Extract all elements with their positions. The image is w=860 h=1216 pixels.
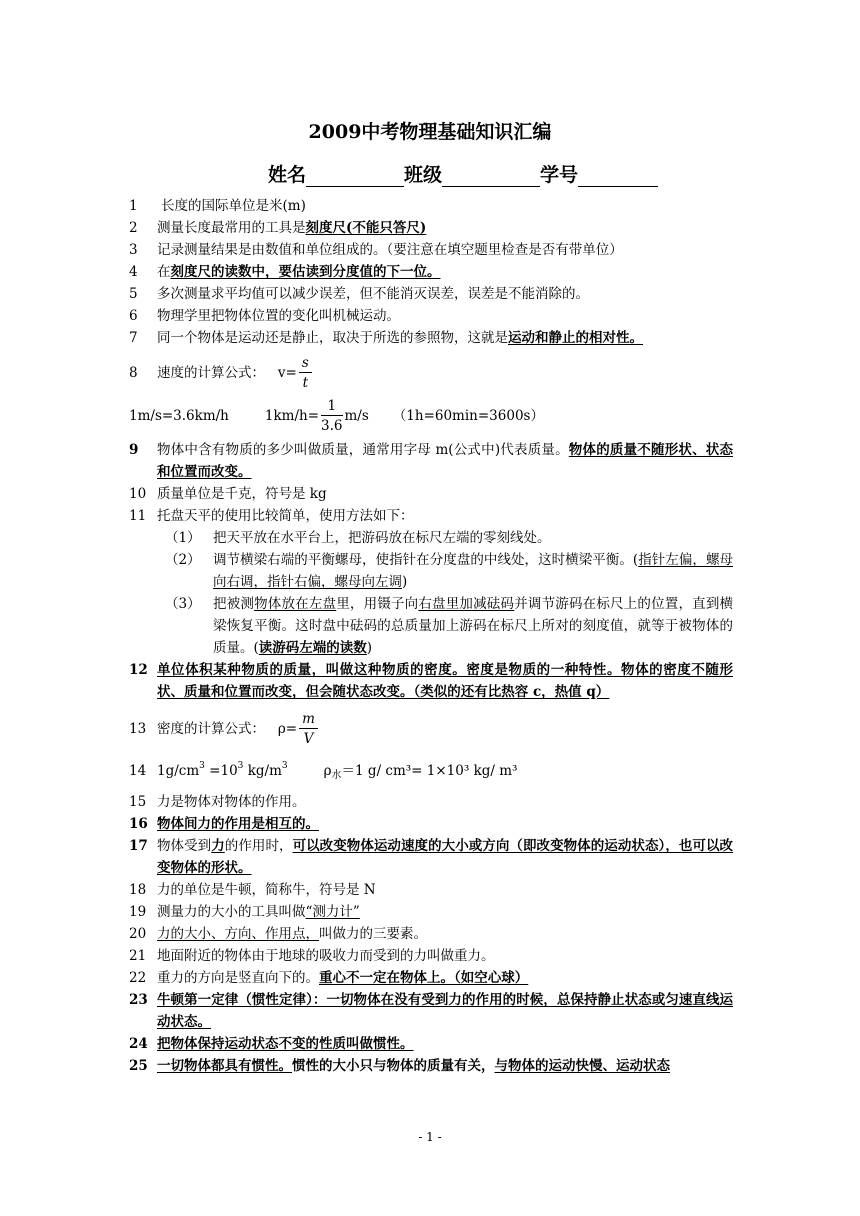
list-item: 13 密度的计算公式： ρ= $\frac{m}{V}$ [129,707,733,751]
page-number: - 1 - [418,1130,442,1144]
list-item: 2 测量长度最常用的工具是刻度尺(不能只答尺) [129,220,427,236]
document-title: 2009中考物理基础知识汇编 [308,121,552,143]
name-blank[interactable] [306,166,404,187]
number-label: 学号 [540,164,579,186]
number-blank[interactable] [578,166,658,187]
density-formula: $\frac{m}{V}$ [299,710,318,749]
list-item: 14 $1g/cm^3 =10^3$ $kg/m^3$ $\rho_水=1$ g/ cm³= 1×10³ kg/ m³ [129,761,518,781]
list-item: 24 把物体保持运动状态不变的性质叫做惯性。 [129,1036,414,1052]
list-item: 20 力的大小、方向、作用点，叫做力的三要素。 [129,926,427,942]
list-item: 21 地面附近的物体由于地球的吸收力而受到的力叫做重力。 [129,948,495,964]
list-item: 16 物体间力的作用是相互的。 [129,816,319,832]
speed-formula: $\frac{s}{t}$ [299,354,312,393]
list-item: 7 同一个物体是运动还是静止，取决于所选的参照物，这就是运动和静止的相对性。 [129,330,643,346]
list-item: 4 在刻度尺的读数中，要估读到分度值的下一位。 [129,264,441,280]
list-subitem: （2） 调节横梁右端的平衡螺母，使指针在分度盘的中线处，这时横梁平衡。(指针左偏，螺母向右调，指针右偏，螺母向左调) [165,552,733,590]
list-subitem: （3） 把被测物体放在左盘里，用镊子向右盘里加减砝码并调节游码在标尺上的位置，直到横梁恢复平衡。这时盘中砝码的总质量加上游码在标尺上所对的刻度值，就等于被物体的质量。(读游码左端的读数) [165,596,734,656]
list-item: 5 多次测量求平均值可以减少误差，但不能消灭误差，误差是不能消除的。 [129,286,589,302]
class-label: 班级 [404,164,443,186]
list-item: 9 物体中含有物质的多少叫做质量，通常用字母 m(公式中)代表质量。物体的质量不随形状、状态和位置而改变。 [129,442,733,480]
list-item: 3 记录测量结果是由数值和单位组成的。（要注意在填空题里检查是否有带单位） [129,242,623,258]
list-item: 15 力是物体对物体的作用。 [129,794,306,810]
list-item: 25 一切物体都具有惯性。惯性的大小只与物体的质量有关，与物体的运动快慢、运动状态 [129,1058,670,1074]
list-item: 12 单位体积某种物质的质量，叫做这种物质的密度。密度是物质的一种特性。物体的密度不随形状、质量和位置而改变，但会随状态改变。（类似的还有比热容 c，热值 q） [129,662,733,700]
list-item: 1 长度的国际单位是米(m) [129,198,306,214]
unit-conversion-row: 1m/s=3.6km/h 1km/h= $\frac{1}{3.6}$ m/s （1h=60min=3600s） [129,397,544,434]
list-item: 10 质量单位是千克，符号是 kg [129,486,327,502]
list-item: 23 牛顿第一定律（惯性定律）：一切物体在没有受到力的作用的时候，总保持静止状态或匀速直线运动状态。 [129,992,733,1030]
list-item: 17 物体受到力的作用时，可以改变物体运动速度的大小或方向（即改变物体的运动状态），也可以改变物体的形状。 [129,838,734,876]
list-item: 8 速度的计算公式： v= $\frac{s}{t}$ [129,353,733,393]
list-item: 18 力的单位是牛顿，简称牛，符号是 N [129,882,376,898]
list-item: 11 托盘天平的使用比较简单，使用方法如下： [129,508,414,524]
list-item: 19 测量力的大小的工具叫做“测力计” [129,904,360,920]
student-info-row [268,160,658,187]
class-blank[interactable] [442,166,540,187]
list-item: 22 重力的方向是竖直向下的。重心不一定在物体上。（如空心球） [129,970,529,986]
knowledge-list [129,195,733,1077]
name-label: 姓名 [268,164,307,186]
list-item: 6 物理学里把物体位置的变化叫机械运动。 [129,308,400,324]
list-subitem: （1） 把天平放在水平台上，把游码放在标尺左端的零刻线处。 [165,530,551,546]
